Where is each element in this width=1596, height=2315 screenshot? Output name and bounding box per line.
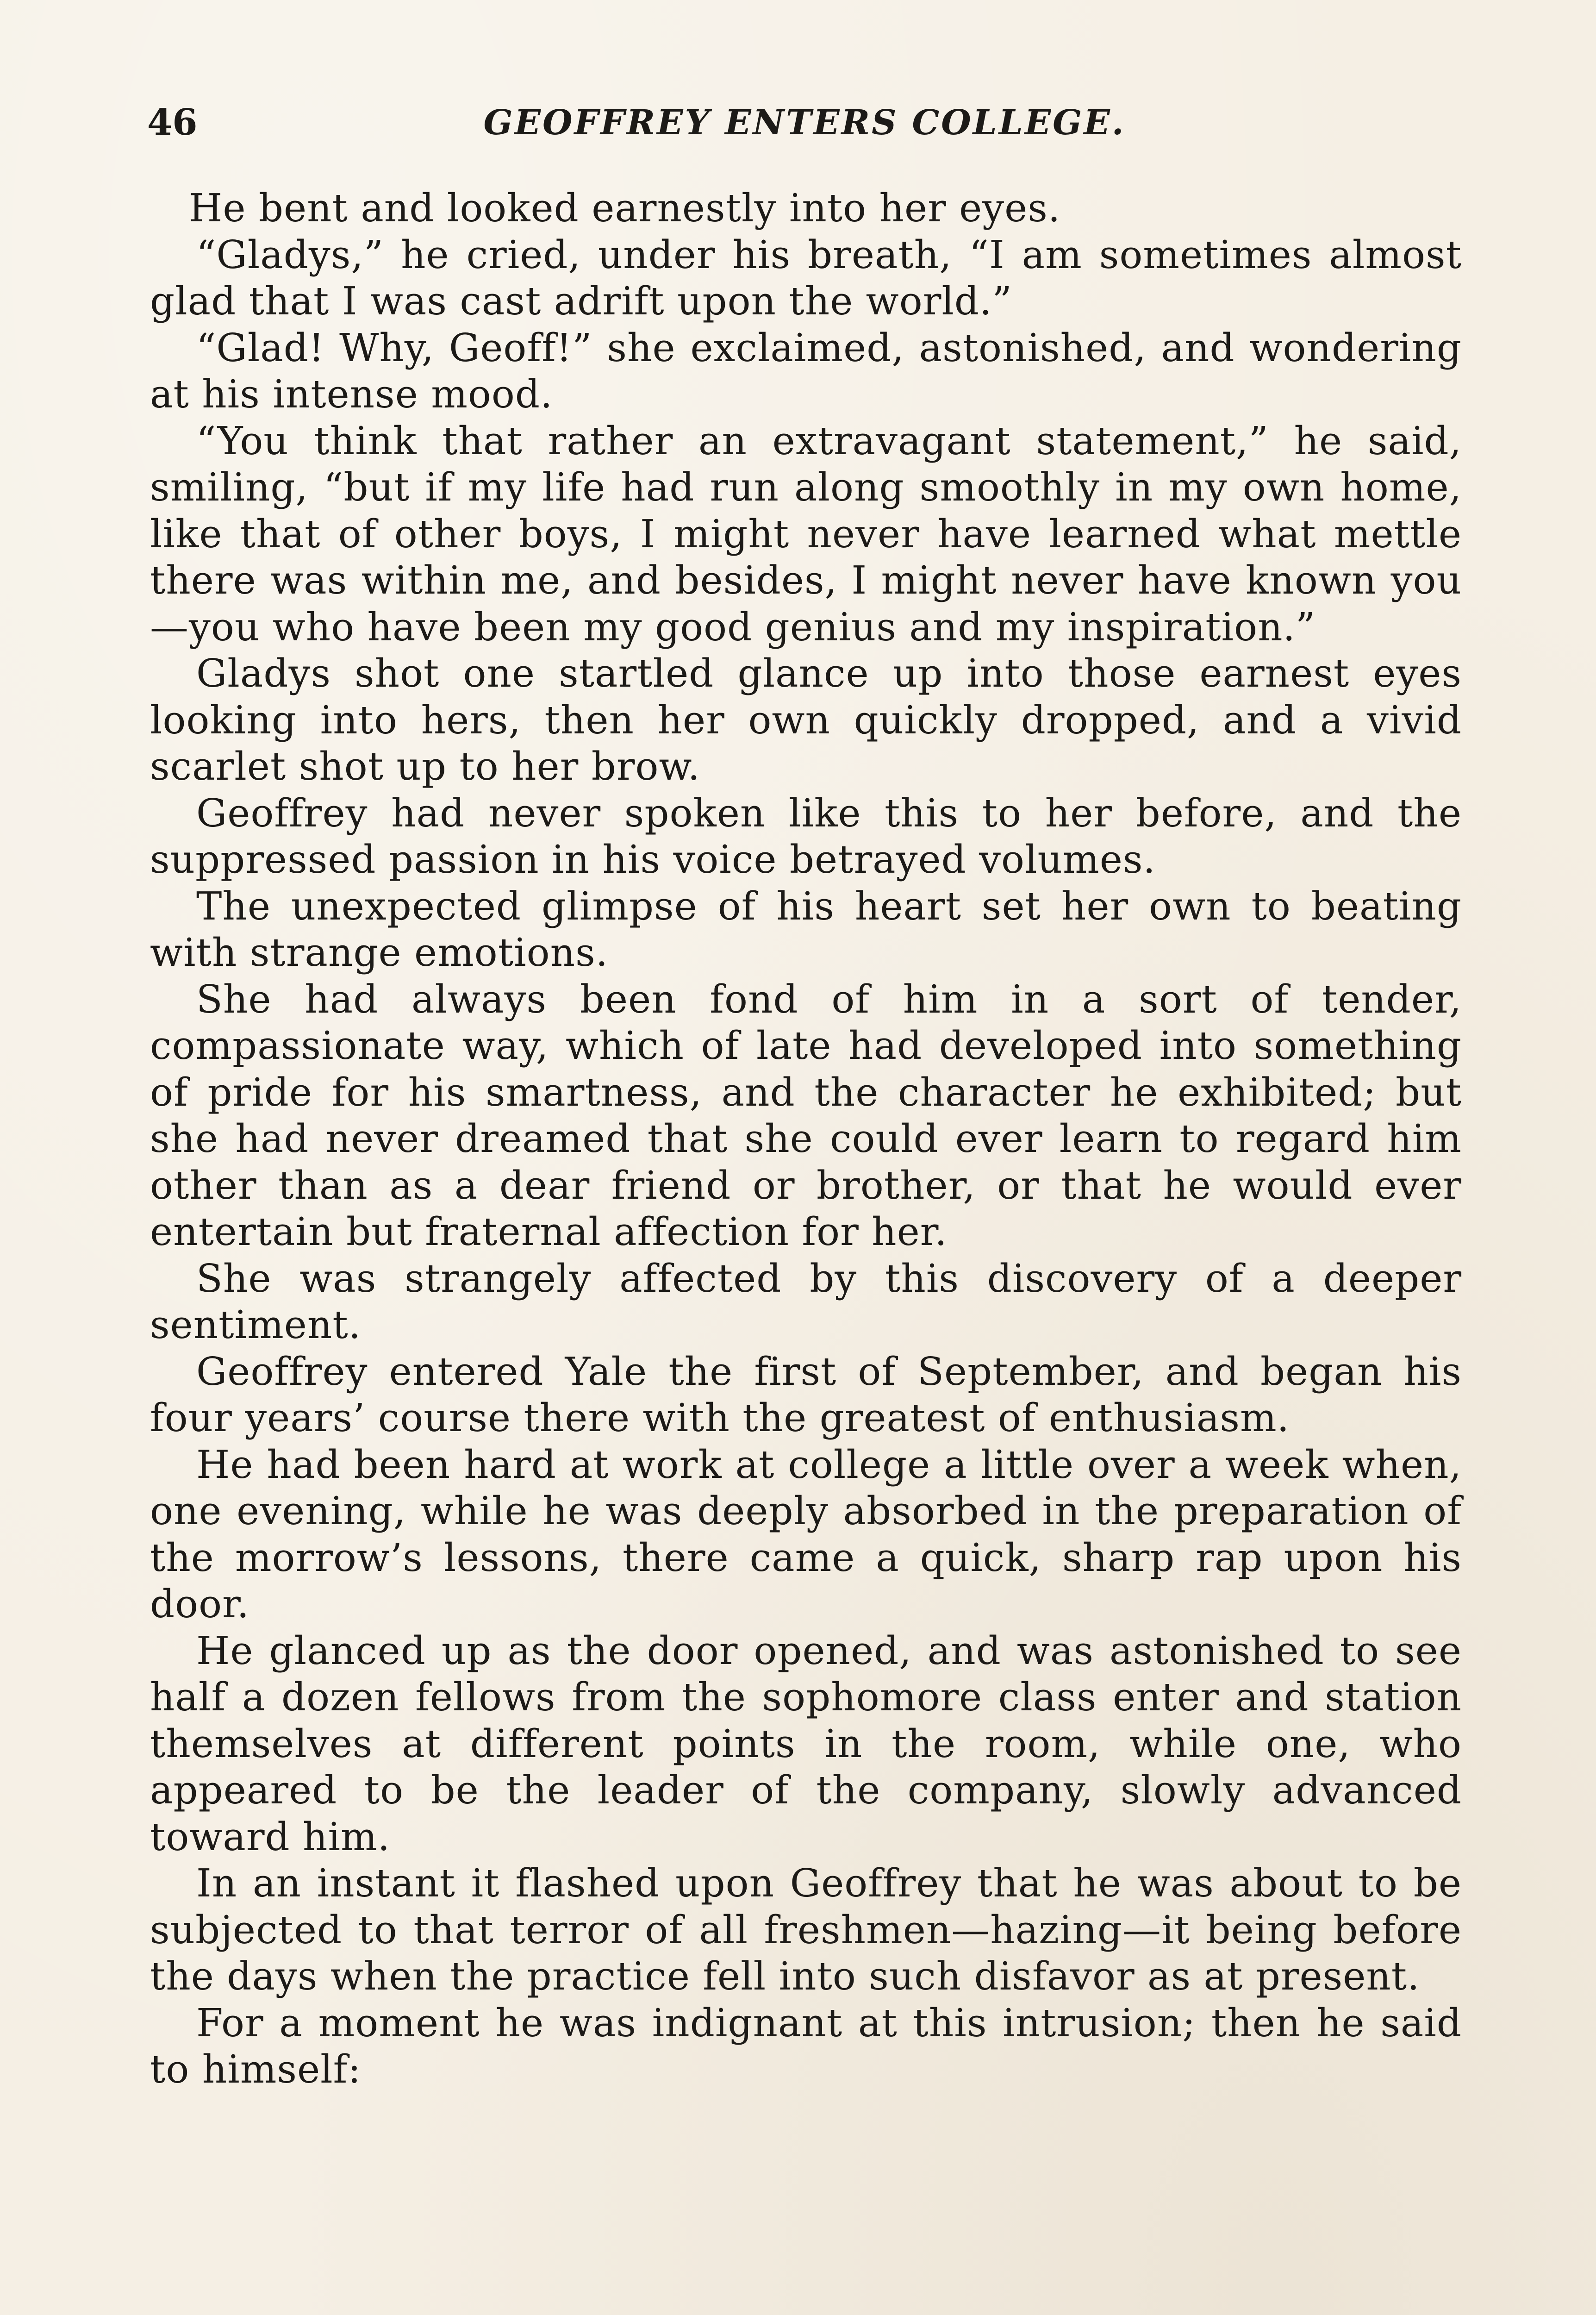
- paragraph: Geoffrey entered Yale the first of September, and began his four years’ course there with the greatest of enthusiasm.: [150, 1349, 1462, 1440]
- paragraph: “Gladys,” he cried, under his breath, “I am sometimes almost glad that I was cast adrift upon the world.”: [150, 232, 1462, 324]
- paragraph: “You think that rather an extravagant statement,” he said, smiling, “but if my life had run along smoothly in my own home, like that of other boys, I might never have learned what mettle there was within me, and besides, I might never have known you—you who have been my good genius and my inspiration.”: [150, 418, 1462, 650]
- paragraph: Geoffrey had never spoken like this to her before, and the suppressed passion in his voice betrayed volumes.: [150, 790, 1462, 882]
- paragraph: She was strangely affected by this discovery of a deeper sentiment.: [150, 1256, 1462, 1347]
- paragraph: He glanced up as the door opened, and was astonished to see half a dozen fellows from the sophomore class enter and station themselves at different points in the room, while one, who appeared to be the leader of the company, slowly advanced toward him.: [150, 1628, 1462, 1859]
- paragraph: He had been hard at work at college a little over a week when, one evening, while he was deeply absorbed in the preparation of the morrow’s lessons, there came a quick, sharp rap upon his door.: [150, 1442, 1462, 1627]
- paragraph: For a moment he was indignant at this intrusion; then he said to himself:: [150, 2000, 1462, 2092]
- paragraph: He bent and looked earnestly into her eyes.: [189, 186, 1061, 231]
- paragraph: In an instant it flashed upon Geoffrey that he was about to be subjected to that terror of all freshmen—hazing—it being before the days when the practice fell into such disfavor as at present.: [150, 1861, 1462, 1999]
- paragraph: She had always been fond of him in a sort of tender, compassionate way, which of late had developed into something of pride for his smartness, and the character he exhibited; but she had never dreamed that she could ever learn to regard him other than as a dear friend or brother, or that he would ever entertain but fraternal affection for her.: [150, 976, 1462, 1254]
- body-text: [150, 185, 1462, 2093]
- paragraph: The unexpected glimpse of his heart set her own to beating with strange emotions.: [150, 883, 1462, 975]
- paragraph: Gladys shot one startled glance up into those earnest eyes looking into hers, then her own quickly dropped, and a vivid scarlet shot up to her brow.: [150, 651, 1462, 789]
- page-number: 46: [147, 101, 198, 144]
- page-header: [147, 95, 1462, 150]
- paragraph: “Glad! Why, Geoff!” she exclaimed, astonished, and wondering at his intense mood.: [150, 325, 1462, 417]
- running-head: GEOFFREY ENTERS COLLEGE.: [483, 103, 1126, 143]
